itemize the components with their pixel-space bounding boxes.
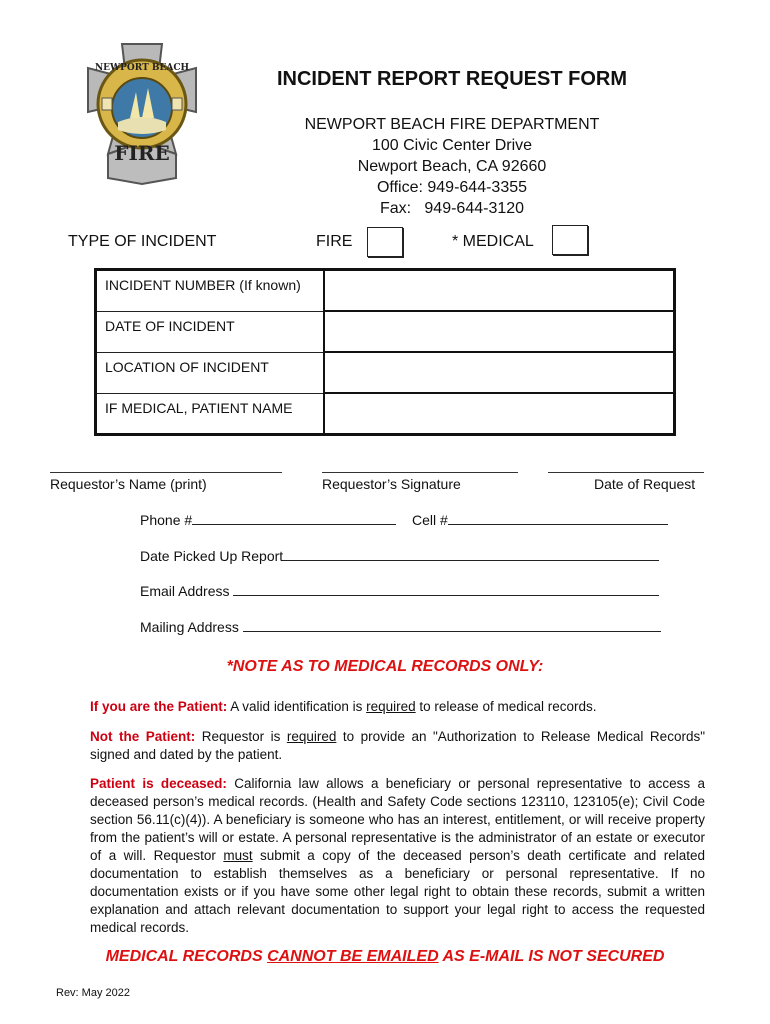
not-patient-text-required: required xyxy=(286,729,337,744)
address-line-2: Newport Beach, CA 92660 xyxy=(357,158,547,175)
department-address-block xyxy=(228,114,676,219)
not-patient-text-a: Requestor is xyxy=(195,729,287,744)
date-of-incident-label: DATE OF INCIDENT xyxy=(96,311,325,352)
department-name: NEWPORT BEACH FIRE DEPARTMENT xyxy=(304,116,600,133)
table-row xyxy=(96,311,675,352)
patient-text-b: to release of medical records. xyxy=(415,699,597,714)
logo-fire-text: FIRE xyxy=(114,141,170,165)
requestor-signature-label: Requestor’s Signature xyxy=(322,476,461,492)
incident-details-table xyxy=(94,268,676,436)
incident-type-label: TYPE OF INCIDENT xyxy=(68,233,217,250)
revision-date: Rev: May 2022 xyxy=(56,987,130,999)
requestor-signature-line[interactable] xyxy=(322,472,518,473)
mailing-address-input-line[interactable] xyxy=(243,617,661,632)
fax-number: Fax: 949-644-3120 xyxy=(379,200,525,217)
medical-label: * MEDICAL xyxy=(452,233,534,250)
patient-name-label: IF MEDICAL, PATIENT NAME xyxy=(96,393,325,435)
date-of-request-label: Date of Request xyxy=(594,476,696,492)
deceased-lead: Patient is deceased: xyxy=(90,776,227,791)
patient-name-field[interactable] xyxy=(324,393,675,435)
phone-label: Phone # xyxy=(140,512,193,528)
requestor-name-label: Requestor’s Name (print) xyxy=(50,476,207,492)
date-of-incident-field[interactable] xyxy=(324,311,675,352)
date-of-request-line[interactable] xyxy=(548,472,704,473)
fire-label: FIRE xyxy=(316,233,353,250)
patient-text-a: A valid identification is xyxy=(227,699,367,714)
form-title: INCIDENT REPORT REQUEST FORM xyxy=(276,68,627,90)
requestor-name-line[interactable] xyxy=(50,472,282,473)
location-of-incident-label: LOCATION OF INCIDENT xyxy=(96,352,325,393)
incident-number-field[interactable] xyxy=(324,270,675,312)
picked-up-field-row xyxy=(140,546,659,564)
table-row xyxy=(96,393,675,435)
mailing-field-row xyxy=(140,617,661,635)
phone-field-row xyxy=(140,510,396,528)
deceased-text-must: must xyxy=(223,848,253,863)
not-patient-lead: Not the Patient: xyxy=(90,729,196,744)
warning-text-b: AS E-MAIL IS NOT SECURED xyxy=(438,948,665,965)
medical-checkbox[interactable] xyxy=(552,225,588,255)
cell-field-row xyxy=(412,510,668,528)
warning-text-a: MEDICAL RECORDS xyxy=(105,948,268,965)
warning-text-cannot-email: CANNOT BE EMAILED xyxy=(267,948,439,965)
date-picked-up-label: Date Picked Up Report xyxy=(140,548,284,564)
email-label: Email Address xyxy=(140,583,230,599)
location-of-incident-field[interactable] xyxy=(324,352,675,393)
not-patient-text-b: to provide an "Authorization to Release Medical Records" signed and dated by the patient. xyxy=(90,729,705,762)
note-deceased-paragraph xyxy=(90,775,705,937)
cell-label: Cell # xyxy=(412,512,448,528)
deceased-text-a: California law allows a beneficiary or personal representative to access a deceased person’s medical records. (Health and Safety Code sections 123110, 123105(e); Civil Code section 56.11(c)(4)). A beneficiary is someone who has an interest, entitlement, or will receive property from the patient’s will or estate. A personal representative is the administrator of an estate or executor of a will. Requestor xyxy=(90,776,705,863)
email-input-line[interactable] xyxy=(233,581,659,596)
note-not-patient-paragraph xyxy=(90,728,705,764)
fire-department-badge-logo xyxy=(78,38,206,188)
table-row xyxy=(96,270,675,312)
cell-input-line[interactable] xyxy=(448,510,668,525)
email-warning xyxy=(0,948,770,966)
logo-top-text: NEWPORT BEACH xyxy=(94,63,190,73)
mailing-address-label: Mailing Address xyxy=(140,619,239,635)
patient-text-required: required xyxy=(366,699,416,714)
medical-note-title: *NOTE AS TO MEDICAL RECORDS ONLY: xyxy=(226,658,544,675)
deceased-text-b: submit a copy of the deceased person’s death certificate and related documentation to establish themselves as a beneficiary or personal representative. If no documentation exists or if you have some other legal right to obtain these records, submit a written explanation and attach relevant documentation to support your legal right to access the requested medical records. xyxy=(90,848,705,935)
address-line-1: 100 Civic Center Drive xyxy=(371,137,533,154)
office-phone: Office: 949-644-3355 xyxy=(376,179,528,196)
incident-number-label: INCIDENT NUMBER (If known) xyxy=(96,270,325,312)
table-row xyxy=(96,352,675,393)
note-patient-paragraph xyxy=(90,698,705,716)
patient-lead: If you are the Patient: xyxy=(90,699,228,714)
fire-checkbox[interactable] xyxy=(367,227,403,257)
email-field-row xyxy=(140,581,659,599)
phone-input-line[interactable] xyxy=(192,510,396,525)
date-picked-up-input-line[interactable] xyxy=(283,546,659,561)
